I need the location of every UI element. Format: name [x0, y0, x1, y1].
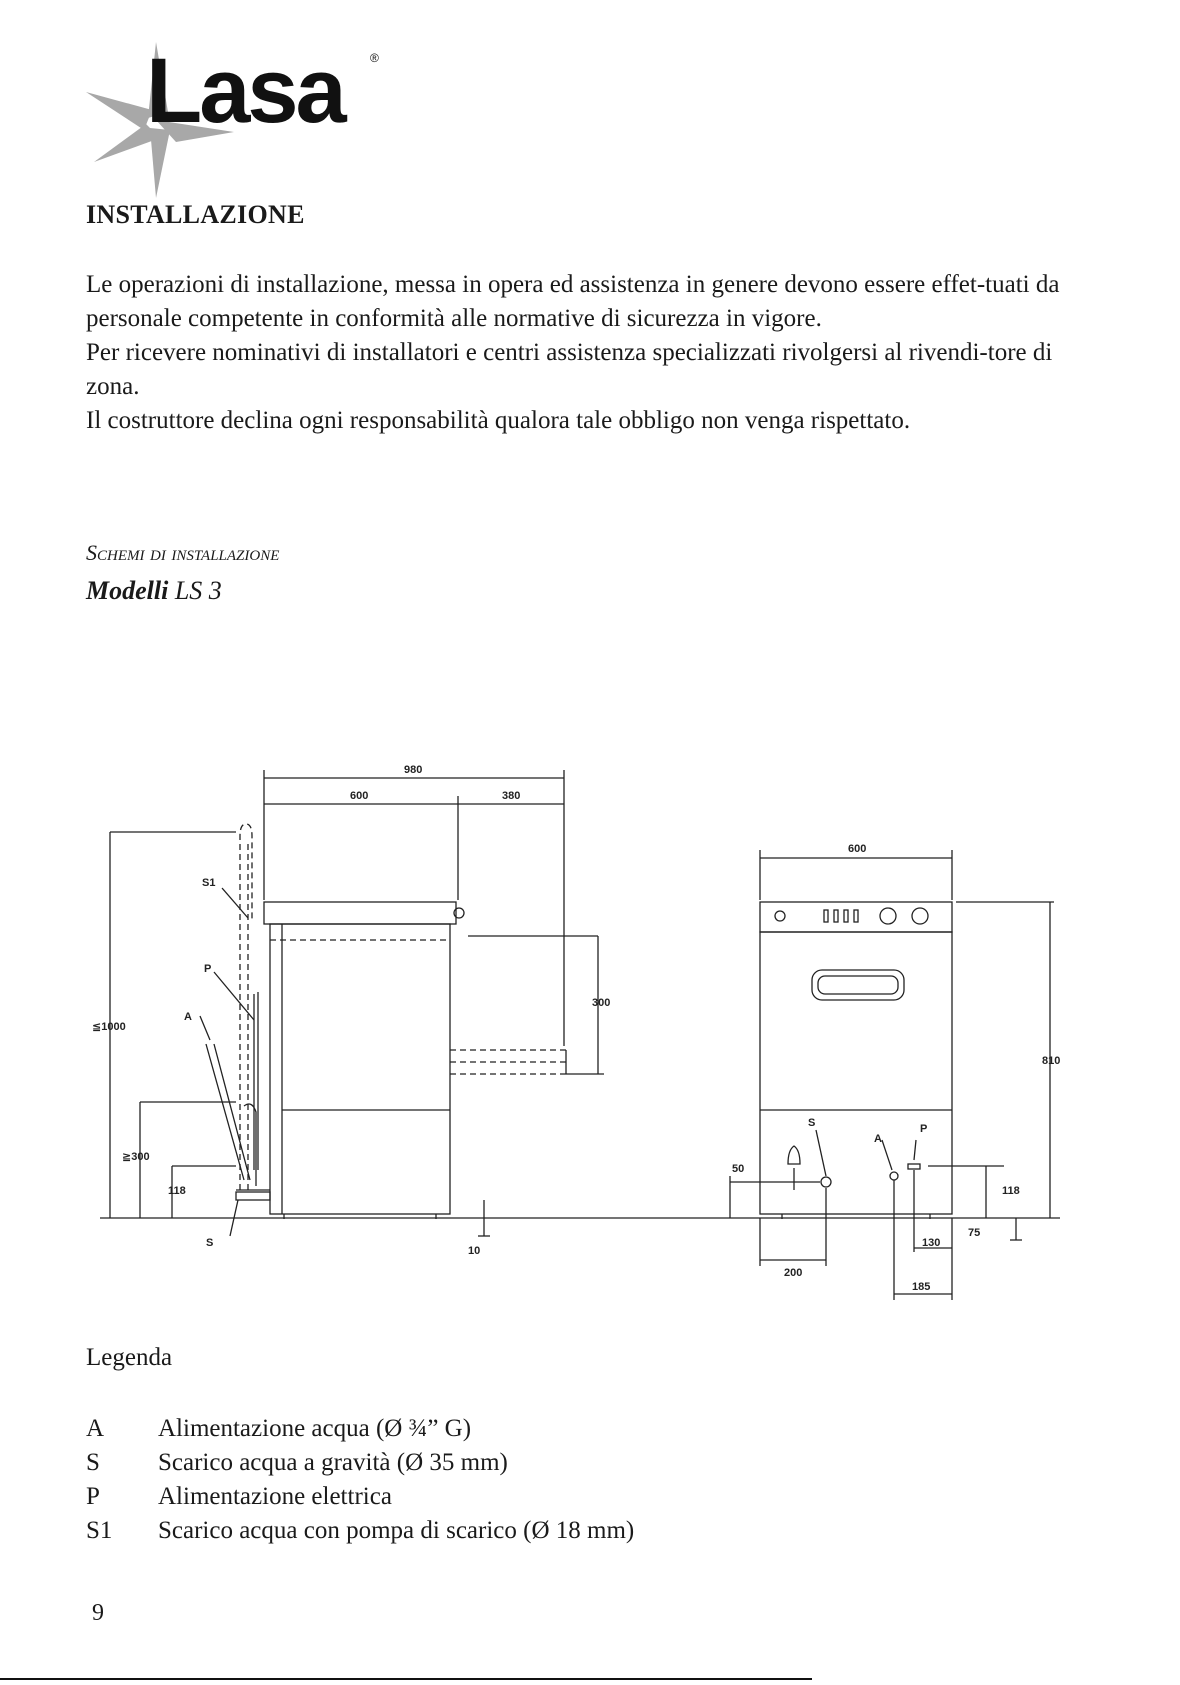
dim-drain-offset: 200 [784, 1267, 803, 1279]
dim-max-height: ≦1000 [92, 1021, 126, 1033]
legend-code: S [86, 1449, 100, 1476]
schemes-title: Schemi di installazione [86, 540, 280, 565]
side-machine-body [270, 924, 450, 1214]
dim-door-open: 380 [502, 790, 521, 802]
legend [86, 1412, 634, 1548]
legend-item [86, 1412, 634, 1446]
side-machine-top [264, 902, 456, 924]
front-handle [812, 970, 904, 1000]
dim-power-offset: 130 [922, 1237, 941, 1249]
legend-title: Legenda [86, 1344, 173, 1371]
legend-code: A [86, 1415, 105, 1442]
section-heading: INSTALLAZIONE [86, 200, 305, 229]
dim-power-height: 118 [1002, 1185, 1020, 1197]
dim-width: 600 [848, 843, 867, 855]
intro-paragraph-1: Le operazioni di installazione, messa in opera ed assistenza in genere devono essere effet-tuati da personale competente in conformità alle normative di sicurezza in vigore. [86, 271, 1060, 332]
installation-drawing [0, 740, 1180, 1320]
label-p: P [204, 963, 212, 975]
front-label-s: S [808, 1117, 816, 1129]
dim-door-height: 300 [592, 997, 611, 1009]
legend-item [86, 1480, 634, 1514]
models-label: Modelli [86, 576, 169, 605]
registered-mark: ® [370, 51, 379, 65]
dim-inlet-offset: 185 [912, 1281, 931, 1293]
label-s: S [206, 1237, 214, 1249]
front-label-p: P [920, 1123, 928, 1135]
front-label-a: A [874, 1133, 882, 1145]
page-number: 9 [92, 1600, 104, 1626]
bottom-rule [0, 1678, 812, 1680]
dim-drain-height: 50 [732, 1163, 745, 1175]
dim-feet: 10 [468, 1245, 481, 1257]
dim-total-depth: 980 [404, 764, 423, 776]
intro-text [86, 268, 1096, 438]
intro-paragraph-2: Per ricevere nominativi di installatori e centri assistenza specializzati rivolgersi al rivendi-tore di zona. [86, 339, 1053, 400]
legend-text: Scarico acqua a gravità (Ø 35 mm) [158, 1449, 508, 1476]
legend-text: Alimentazione acqua (Ø ¾” G) [158, 1415, 472, 1442]
legend-code: P [86, 1483, 100, 1510]
dim-height: 810 [1042, 1055, 1061, 1067]
legend-item [86, 1446, 634, 1480]
models-value: LS 3 [174, 576, 222, 605]
dim-feet-front: 75 [968, 1227, 981, 1239]
dim-pump-drain-height: ≧300 [122, 1151, 150, 1163]
brand-name: Lasa [146, 40, 344, 142]
front-machine-body [760, 932, 952, 1214]
lasa-logo [84, 40, 394, 200]
dim-inlet-height: 118 [168, 1185, 186, 1197]
front-machine-panel [760, 902, 952, 932]
models-line [86, 576, 222, 606]
legend-code: S1 [86, 1517, 113, 1544]
label-s1: S1 [202, 877, 216, 889]
legend-text: Scarico acqua con pompa di scarico (Ø 18 mm) [158, 1517, 635, 1544]
intro-paragraph-3: Il costruttore declina ogni responsabilità qualora tale obbligo non venga rispettato. [86, 407, 911, 434]
legend-item [86, 1514, 634, 1548]
dim-depth: 600 [350, 790, 369, 802]
label-a: A [184, 1011, 192, 1023]
legend-text: Alimentazione elettrica [158, 1483, 392, 1510]
